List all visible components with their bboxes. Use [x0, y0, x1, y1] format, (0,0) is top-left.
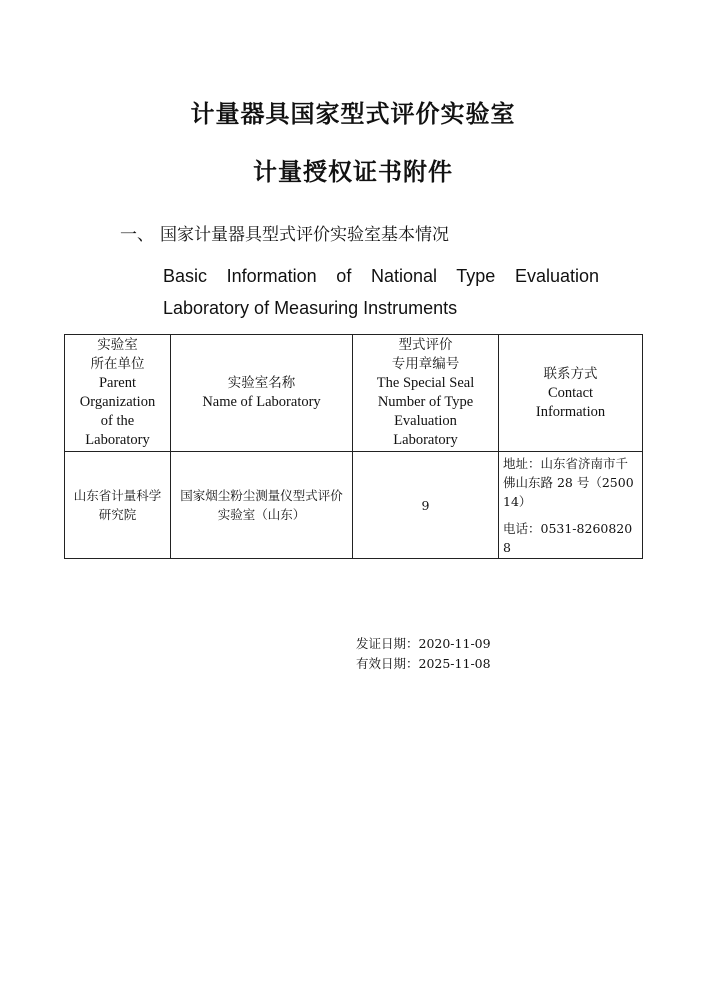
header-en-seal-line2: Number of Type: [377, 394, 474, 410]
section-number: 一、: [120, 225, 154, 245]
section-title-en-line2: Laboratory of Measuring Instruments: [163, 298, 458, 318]
header-laboratory-name: [171, 335, 353, 452]
header-en-contact-line1: Contact: [547, 384, 594, 401]
header-zh-lab-name: 实验室名称: [227, 375, 296, 391]
cell-contact: [499, 452, 643, 559]
header-zh-parent-line2: 所在单位: [90, 356, 145, 372]
section-title-en-line1: Basic Information of National Type Evaluation: [163, 266, 599, 286]
header-en-parent-line3: of the: [100, 413, 135, 429]
header-seal-number: [353, 335, 499, 452]
header-en-parent-line2: Organization: [79, 394, 156, 410]
document-title-line1: 计量器具国家型式评价实验室: [190, 100, 516, 128]
header-en-parent-line4: Laboratory: [85, 432, 150, 448]
header-en-seal-line1: The Special Seal: [376, 375, 475, 391]
lab-info-table: [64, 334, 643, 559]
header-zh-seal-line1: 型式评价: [398, 337, 453, 353]
header-zh-parent-line1: 实验室: [97, 337, 138, 353]
contact-address: 地址：山东省济南市千佛山东路 28 号（250014）: [503, 455, 634, 509]
table-row: [65, 452, 643, 559]
cell-seal-number: 9: [353, 452, 499, 559]
contact-phone: 电话：0531-82608208: [503, 520, 633, 555]
valid-date: 有效日期：2025-11-08: [356, 656, 491, 671]
header-zh-contact: 联系方式: [543, 365, 598, 382]
header-en-seal-line3: Evaluation: [394, 413, 457, 429]
header-en-lab-name: Name of Laboratory: [202, 394, 321, 410]
header-en-contact-line2: Information: [535, 403, 606, 420]
header-parent-organization: [65, 335, 171, 452]
cell-organization: 山东省计量科学研究院: [65, 452, 171, 559]
section-title-zh: 国家计量器具型式评价实验室基本情况: [160, 225, 449, 245]
table-header-row: [65, 335, 643, 452]
document-title-line2: 计量授权证书附件: [253, 158, 453, 186]
header-en-seal-line4: Laboratory: [393, 432, 458, 448]
header-zh-seal-line2: 专用章编号: [391, 356, 460, 372]
section-heading: [120, 222, 449, 248]
header-en-parent-line1: Parent: [98, 375, 137, 391]
issue-date: 发证日期：2020-11-09: [356, 636, 491, 651]
cell-laboratory-name: 国家烟尘粉尘测量仪型式评价实验室（山东）: [171, 452, 353, 559]
header-contact: [499, 335, 643, 452]
date-block: [356, 634, 491, 674]
